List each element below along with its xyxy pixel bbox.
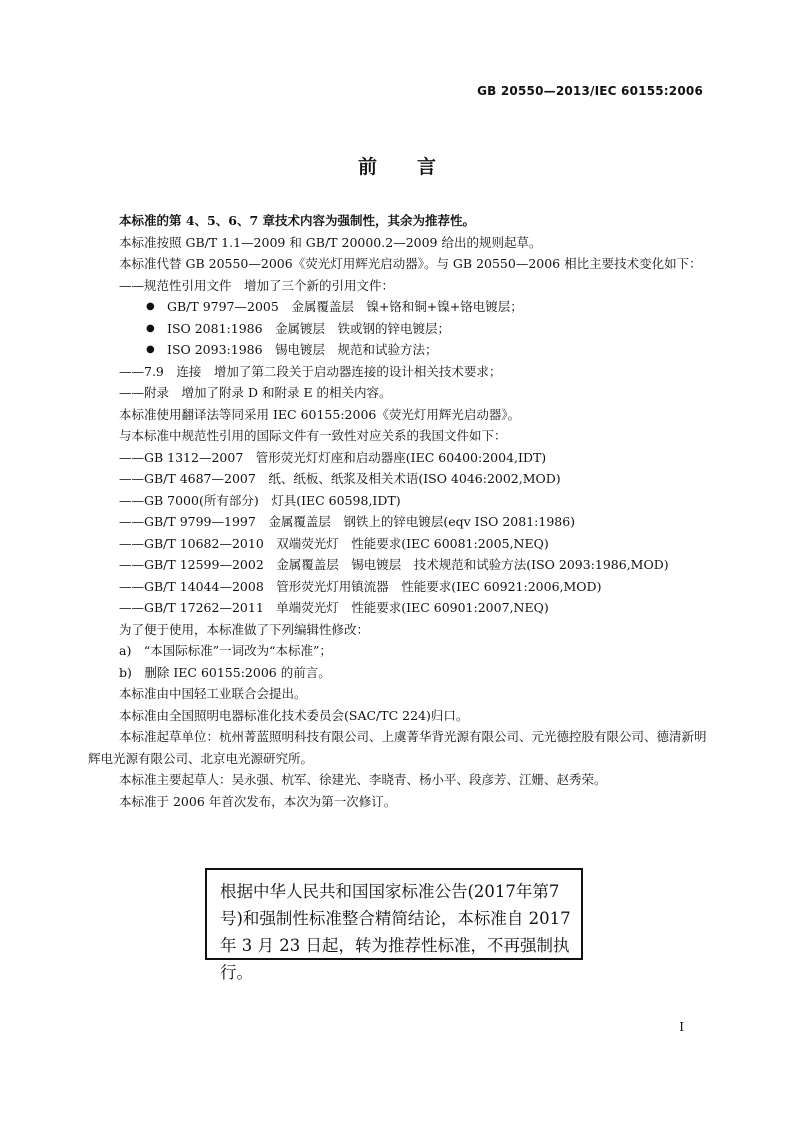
- standard-code-header: GB 20550—2013/IEC 60155:2006: [477, 84, 703, 98]
- page-title: 前言: [357, 156, 476, 178]
- list-item: ——规范性引用文件 增加了三个新的引用文件：: [119, 277, 395, 293]
- list-item: ——附录 增加了附录 D 和附录 E 的相关内容。: [119, 385, 392, 400]
- paragraph: 与本标准中规范性引用的国际文件有一致性对应关系的我国文件如下：: [119, 428, 507, 443]
- list-item: ——7.9 连接 增加了第二段关于启动器连接的设计相关技术要求；: [119, 363, 502, 379]
- paragraph: 本标准起草单位：杭州菁蓝照明科技有限公司、上虞菁华背光源有限公司、元光德控股有限公司、德清新明辉电光源有限公司、北京电光源研究所。: [88, 729, 707, 766]
- page-number: I: [679, 1020, 684, 1034]
- list-item: ——GB/T 4687—2007 纸、纸板、纸浆及相关术语(ISO 4046:2002,MOD): [119, 471, 561, 486]
- list-item: ——GB/T 9799—1997 金属覆盖层 钢铁上的锌电镀层(eqv ISO 2081:1986): [119, 514, 576, 529]
- foreword-body: [88, 210, 708, 812]
- list-item: ——GB/T 10682—2010 双端荧光灯 性能要求(IEC 60081:2005,NEQ): [119, 535, 549, 551]
- list-item: ——GB 1312—2007 管形荧光灯灯座和启动器座(IEC 60400:2004,IDT): [119, 449, 547, 465]
- paragraph: 本标准由中国轻工业联合会提出。: [119, 686, 307, 701]
- bullet-text: GB/T 9797—2005 金属覆盖层 镍+铬和铜+镍+铬电镀层；: [167, 299, 523, 314]
- list-item: ——GB 7000(所有部分) 灯具(IEC 60598,IDT): [119, 492, 401, 508]
- list-item: b) 删除 IEC 60155:2006 的前言。: [119, 664, 331, 680]
- bullet-text: ISO 2081:1986 金属镀层 铁或钢的锌电镀层；: [167, 320, 451, 336]
- list-item: ——GB/T 17262—2011 单端荧光灯 性能要求(IEC 60901:2007,NEQ): [119, 600, 549, 615]
- paragraph: 本标准的第 4、5、6、7 章技术内容为强制性，其余为推荐性。: [119, 213, 475, 228]
- list-item: ——GB/T 12599—2002 金属覆盖层 锡电镀层 技术规范和试验方法(ISO 2093:1986,MOD): [119, 557, 669, 572]
- mandatory-status-notice: 根据中华人民共和国国家标准公告(2017年第7号)和强制性标准整合精简结论，本标准自 2017 年 3 月 23 日起，转为推荐性标准，不再强制执行。: [205, 868, 583, 960]
- paragraph: 本标准由全国照明电器标准化技术委员会(SAC/TC 224)归口。: [119, 707, 469, 723]
- paragraph: 本标准于 2006 年首次发布，本次为第一次修订。: [119, 793, 397, 809]
- bullet-item: [88, 339, 708, 361]
- bullet-text: ISO 2093:1986 锡电镀层 规范和试验方法；: [167, 342, 438, 357]
- bullet-item: [88, 318, 708, 340]
- list-item: ——GB/T 14044—2008 管形荧光灯用镇流器 性能要求(IEC 60921:2006,MOD): [119, 578, 602, 594]
- bullet-item: [88, 296, 708, 318]
- paragraph: 为了便于使用，本标准做了下列编辑性修改：: [119, 621, 370, 637]
- list-item: a) “本国际标准”一词改为“本标准”；: [119, 643, 332, 658]
- paragraph: 本标准代替 GB 20550—2006《荧光灯用辉光启动器》。与 GB 20550—2006 相比主要技术变化如下：: [119, 256, 702, 271]
- paragraph: 本标准使用翻译法等同采用 IEC 60155:2006《荧光灯用辉光启动器》。: [119, 406, 521, 422]
- paragraph: 本标准按照 GB/T 1.1—2009 和 GB/T 20000.2—2009 给出的规则起草。: [119, 234, 542, 250]
- paragraph: 本标准主要起草人：吴永强、杭军、徐建光、李晓青、杨小平、段彦芳、江姗、赵秀荣。: [119, 772, 607, 787]
